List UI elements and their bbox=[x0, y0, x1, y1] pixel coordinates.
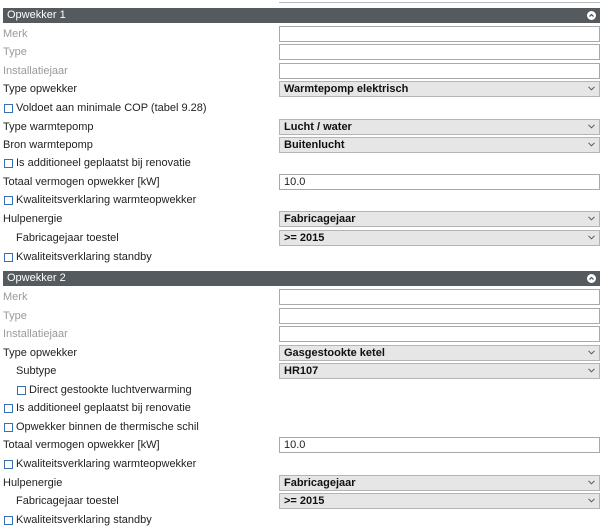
merk-input[interactable] bbox=[279, 26, 600, 42]
row-additioneel bbox=[3, 155, 600, 171]
row-installatiejaar bbox=[3, 326, 600, 342]
row-fabricagejaar bbox=[3, 493, 600, 509]
selected-value: Lucht / water bbox=[284, 121, 352, 133]
installatiejaar-input[interactable] bbox=[279, 326, 600, 342]
row-fabricagejaar bbox=[3, 230, 600, 246]
totaal-vermogen-input[interactable] bbox=[279, 174, 600, 190]
kwaliteit-standby-label[interactable]: Kwaliteitsverklaring standby bbox=[16, 514, 152, 526]
kwaliteit-standby-checkbox[interactable] bbox=[4, 516, 13, 525]
chevron-down-icon bbox=[588, 86, 595, 91]
row-totaal-vermogen bbox=[3, 174, 600, 190]
kwaliteit-standby-checkbox[interactable] bbox=[4, 253, 13, 262]
chevron-down-icon bbox=[588, 124, 595, 129]
installatiejaar-label: Installatiejaar bbox=[3, 65, 68, 77]
type-input[interactable] bbox=[279, 308, 600, 324]
row-kwaliteit-warmte bbox=[3, 192, 600, 208]
selected-value: Gasgestookte ketel bbox=[284, 347, 385, 359]
row-direct-gestookt bbox=[3, 382, 600, 398]
fabricagejaar-select[interactable] bbox=[279, 493, 600, 509]
chevron-down-icon bbox=[588, 498, 595, 503]
row-hulpenergie bbox=[3, 475, 600, 491]
selected-value: Fabricagejaar bbox=[284, 477, 356, 489]
hulpenergie-label: Hulpenergie bbox=[3, 213, 63, 225]
minimale-cop-label[interactable]: Voldoet aan minimale COP (tabel 9.28) bbox=[16, 102, 207, 114]
row-binnen-schil bbox=[3, 419, 600, 435]
selected-value: Buitenlucht bbox=[284, 139, 345, 151]
row-installatiejaar bbox=[3, 63, 600, 79]
row-additioneel bbox=[3, 400, 600, 416]
type-label: Type bbox=[3, 310, 27, 322]
row-type-opwekker bbox=[3, 81, 600, 97]
row-type-opwekker bbox=[3, 345, 600, 361]
row-bron-warmtepomp bbox=[3, 137, 600, 153]
fabricagejaar-label: Fabricagejaar toestel bbox=[16, 232, 119, 244]
type-opwekker-label: Type opwekker bbox=[3, 347, 77, 359]
chevron-down-icon bbox=[588, 235, 595, 240]
chevron-down-icon bbox=[588, 142, 595, 147]
section-header-opwekker-1[interactable] bbox=[3, 8, 600, 23]
selected-value: >= 2015 bbox=[284, 232, 325, 244]
section-title: Opwekker 1 bbox=[7, 9, 66, 21]
section-title: Opwekker 2 bbox=[7, 272, 66, 284]
row-subtype bbox=[3, 363, 600, 379]
chevron-down-icon bbox=[588, 350, 595, 355]
additioneel-checkbox[interactable] bbox=[4, 159, 13, 168]
kwaliteit-warmte-label[interactable]: Kwaliteitsverklaring warmteopwekker bbox=[16, 458, 197, 470]
previous-section-divider bbox=[279, 0, 600, 3]
fabricagejaar-select[interactable] bbox=[279, 230, 600, 246]
row-hulpenergie bbox=[3, 211, 600, 227]
row-type bbox=[3, 308, 600, 324]
type-opwekker-label: Type opwekker bbox=[3, 83, 77, 95]
selected-value: Warmtepomp elektrisch bbox=[284, 83, 409, 95]
totaal-vermogen-label: Totaal vermogen opwekker [kW] bbox=[3, 439, 160, 451]
bron-warmtepomp-label: Bron warmtepomp bbox=[3, 139, 93, 151]
subtype-label: Subtype bbox=[16, 365, 57, 377]
type-label: Type bbox=[3, 46, 27, 58]
chevron-down-icon bbox=[588, 216, 595, 221]
chevron-down-icon bbox=[588, 480, 595, 485]
kwaliteit-standby-label[interactable]: Kwaliteitsverklaring standby bbox=[16, 251, 152, 263]
binnen-schil-checkbox[interactable] bbox=[4, 423, 13, 432]
additioneel-label[interactable]: Is additioneel geplaatst bij renovatie bbox=[16, 157, 191, 169]
hulpenergie-select[interactable] bbox=[279, 211, 600, 227]
hulpenergie-label: Hulpenergie bbox=[3, 477, 63, 489]
type-input[interactable] bbox=[279, 44, 600, 60]
type-warmtepomp-select[interactable] bbox=[279, 119, 600, 135]
row-merk bbox=[3, 289, 600, 305]
minimale-cop-checkbox[interactable] bbox=[4, 104, 13, 113]
row-kwaliteit-standby bbox=[3, 249, 600, 265]
row-minimale-cop bbox=[3, 100, 600, 116]
row-totaal-vermogen bbox=[3, 437, 600, 453]
merk-label: Merk bbox=[3, 291, 28, 303]
kwaliteit-warmte-checkbox[interactable] bbox=[4, 196, 13, 205]
hulpenergie-select[interactable] bbox=[279, 475, 600, 491]
binnen-schil-label[interactable]: Opwekker binnen de thermische schil bbox=[16, 421, 199, 433]
kwaliteit-warmte-label[interactable]: Kwaliteitsverklaring warmteopwekker bbox=[16, 194, 197, 206]
totaal-vermogen-input[interactable] bbox=[279, 437, 600, 453]
row-type bbox=[3, 44, 600, 60]
direct-gestookt-checkbox[interactable] bbox=[17, 386, 26, 395]
row-merk bbox=[3, 26, 600, 42]
type-opwekker-select[interactable] bbox=[279, 345, 600, 361]
row-kwaliteit-warmte bbox=[3, 456, 600, 472]
additioneel-label[interactable]: Is additioneel geplaatst bij renovatie bbox=[16, 402, 191, 414]
installatiejaar-label: Installatiejaar bbox=[3, 328, 68, 340]
collapse-icon[interactable] bbox=[587, 11, 596, 20]
subtype-select[interactable] bbox=[279, 363, 600, 379]
direct-gestookt-label[interactable]: Direct gestookte luchtverwarming bbox=[29, 384, 192, 396]
selected-value: HR107 bbox=[284, 365, 319, 377]
selected-value: Fabricagejaar bbox=[284, 213, 356, 225]
fabricagejaar-label: Fabricagejaar toestel bbox=[16, 495, 119, 507]
installatiejaar-input[interactable] bbox=[279, 63, 600, 79]
merk-label: Merk bbox=[3, 28, 28, 40]
bron-warmtepomp-select[interactable] bbox=[279, 137, 600, 153]
selected-value: >= 2015 bbox=[284, 495, 325, 507]
collapse-icon[interactable] bbox=[587, 274, 596, 283]
type-opwekker-select[interactable] bbox=[279, 81, 600, 97]
section-header-opwekker-2[interactable] bbox=[3, 271, 600, 286]
merk-input[interactable] bbox=[279, 289, 600, 305]
type-warmtepomp-label: Type warmtepomp bbox=[3, 121, 94, 133]
additioneel-checkbox[interactable] bbox=[4, 404, 13, 413]
chevron-down-icon bbox=[588, 368, 595, 373]
kwaliteit-warmte-checkbox[interactable] bbox=[4, 460, 13, 469]
totaal-vermogen-label: Totaal vermogen opwekker [kW] bbox=[3, 176, 160, 188]
row-kwaliteit-standby bbox=[3, 512, 600, 528]
row-type-warmtepomp bbox=[3, 119, 600, 135]
